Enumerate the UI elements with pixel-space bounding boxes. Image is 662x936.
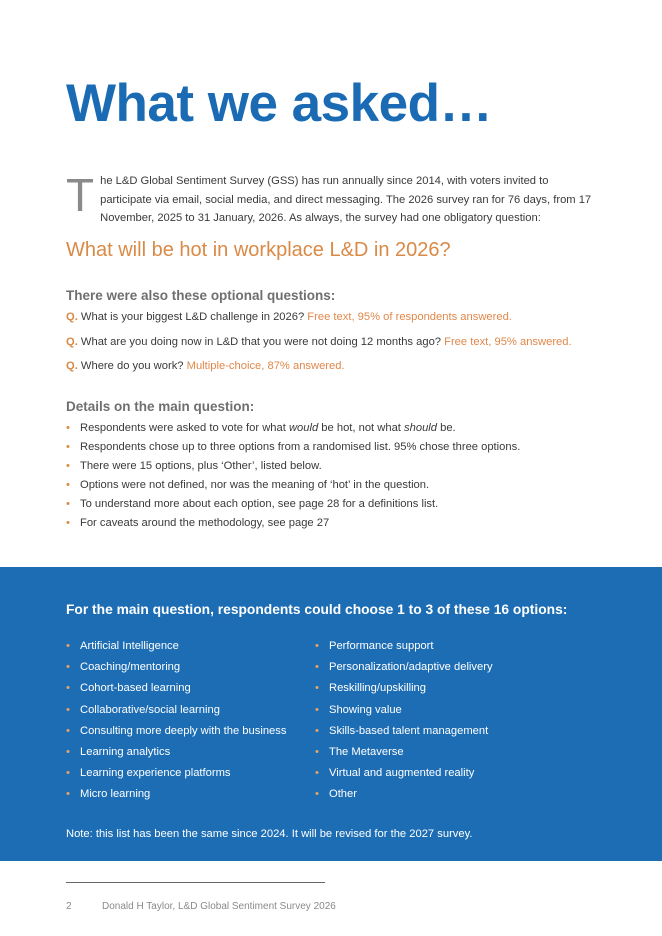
option-item — [315, 678, 555, 699]
bullet-icon: • — [66, 440, 70, 453]
question-text: What is your biggest L&D challenge in 2026? — [80, 311, 305, 323]
bullet-icon: • — [66, 682, 70, 695]
option-item — [66, 784, 306, 805]
drop-cap: T — [66, 169, 95, 221]
bullet-icon: • — [66, 788, 70, 801]
option-label: Artificial Intelligence — [80, 640, 179, 652]
options-note: Note: this list has been the same since 2024. It will be revised for the 2027 survey. — [66, 828, 473, 840]
list-item — [66, 476, 626, 495]
question-note: Free text, 95% of respondents answered. — [307, 311, 512, 323]
option-label: Reskilling/upskilling — [329, 682, 427, 695]
question-text: What are you doing now in L&D that you were not doing 12 months ago? — [80, 335, 442, 348]
options-heading: For the main question, respondents could choose 1 to 3 of these 16 options: — [66, 602, 568, 617]
option-item — [315, 700, 555, 721]
option-label: Micro learning — [80, 788, 151, 801]
bullet-icon: • — [315, 788, 319, 801]
bullet-icon: • — [66, 422, 70, 434]
option-item — [315, 657, 555, 678]
option-item — [315, 636, 555, 657]
option-label: Coaching/mentoring — [80, 661, 181, 674]
list-item — [66, 495, 626, 514]
option-label: Consulting more deeply with the business — [80, 724, 287, 737]
option-label: Learning experience platforms — [80, 767, 231, 780]
option-item — [315, 784, 555, 805]
option-label: Other — [329, 788, 357, 801]
detail-text: There were 15 options, plus ‘Other’, listed below. — [80, 459, 322, 472]
bullet-icon: • — [315, 767, 319, 780]
details-list — [66, 419, 626, 532]
bullet-icon: • — [315, 724, 319, 737]
detail-text: For caveats around the methodology, see page 27 — [80, 516, 330, 529]
option-label: Performance support — [329, 640, 434, 652]
details-heading: Details on the main question: — [66, 399, 255, 414]
option-label: Virtual and augmented reality — [329, 767, 475, 780]
question-marker: Q. — [66, 360, 78, 372]
bullet-icon: • — [66, 640, 70, 652]
page-title: What we asked… — [66, 74, 492, 133]
detail-text: be hot, not what — [318, 422, 405, 434]
bullet-icon: • — [315, 640, 319, 652]
question-text: Where do you work? — [80, 360, 184, 372]
option-label: Skills-based talent management — [329, 724, 489, 737]
bullet-icon: • — [66, 767, 70, 780]
options-list-right — [315, 636, 555, 806]
option-label: Showing value — [329, 703, 402, 716]
footer-text: Donald H Taylor, L&D Global Sentiment Survey 2026 — [102, 901, 336, 912]
list-item — [66, 514, 626, 533]
options-list-left — [66, 636, 306, 806]
optional-questions-heading: There were also these optional questions: — [66, 288, 336, 303]
bullet-icon: • — [66, 478, 70, 491]
option-item — [66, 657, 306, 678]
bullet-icon: • — [66, 459, 70, 472]
list-item — [66, 334, 626, 350]
detail-text: Respondents chose up to three options from a randomised list. 95% chose three options. — [80, 440, 521, 453]
option-item — [66, 678, 306, 699]
detail-emphasis: would — [288, 422, 319, 434]
option-label: Personalization/adaptive delivery — [329, 661, 493, 674]
option-label: Collaborative/social learning — [80, 703, 220, 716]
list-item — [66, 419, 626, 438]
option-item — [66, 636, 306, 657]
option-item — [315, 721, 555, 742]
option-label: Cohort-based learning — [80, 682, 191, 695]
list-item — [66, 358, 626, 374]
option-item — [66, 763, 306, 784]
detail-text: Options were not defined, nor was the meaning of ‘hot’ in the question. — [80, 478, 430, 491]
detail-emphasis: should — [404, 422, 437, 434]
footer-divider — [66, 882, 325, 883]
bullet-icon: • — [66, 516, 70, 529]
option-label: The Metaverse — [329, 746, 404, 759]
page-footer — [66, 900, 336, 914]
intro-paragraph — [66, 169, 596, 228]
option-label: Learning analytics — [80, 746, 171, 759]
option-item — [66, 742, 306, 763]
intro-text: he L&D Global Sentiment Survey (GSS) has run annually since 2014, with voters invited to participate via email, social media, and direct messaging. The 2026 survey ran for 76 days, from 17 November, 2025 to 31 January, 2026. As always, the survey had one obligatory question: — [100, 175, 592, 224]
option-item — [66, 721, 306, 742]
list-item — [66, 309, 626, 325]
question-marker: Q. — [66, 335, 78, 348]
bullet-icon: • — [66, 724, 70, 737]
option-item — [315, 763, 555, 784]
option-item — [315, 742, 555, 763]
list-item — [66, 438, 626, 457]
optional-questions-list — [66, 309, 626, 383]
bullet-icon: • — [315, 703, 319, 716]
question-note: Multiple-choice, 87% answered. — [186, 360, 345, 372]
bullet-icon: • — [66, 746, 70, 759]
detail-text: Respondents were asked to vote for what — [80, 422, 289, 434]
option-item — [66, 700, 306, 721]
list-item — [66, 457, 626, 476]
page-number: 2 — [66, 901, 72, 912]
bullet-icon: • — [66, 661, 70, 674]
detail-text: To understand more about each option, see page 28 for a definitions list. — [80, 497, 439, 510]
question-marker: Q. — [66, 311, 78, 323]
bullet-icon: • — [315, 682, 319, 695]
question-note: Free text, 95% answered. — [444, 335, 572, 348]
bullet-icon: • — [66, 497, 70, 510]
bullet-icon: • — [315, 661, 319, 674]
bullet-icon: • — [66, 703, 70, 716]
detail-text: be. — [437, 422, 456, 434]
bullet-icon: • — [315, 746, 319, 759]
main-question-heading: What will be hot in workplace L&D in 2026? — [66, 239, 451, 261]
